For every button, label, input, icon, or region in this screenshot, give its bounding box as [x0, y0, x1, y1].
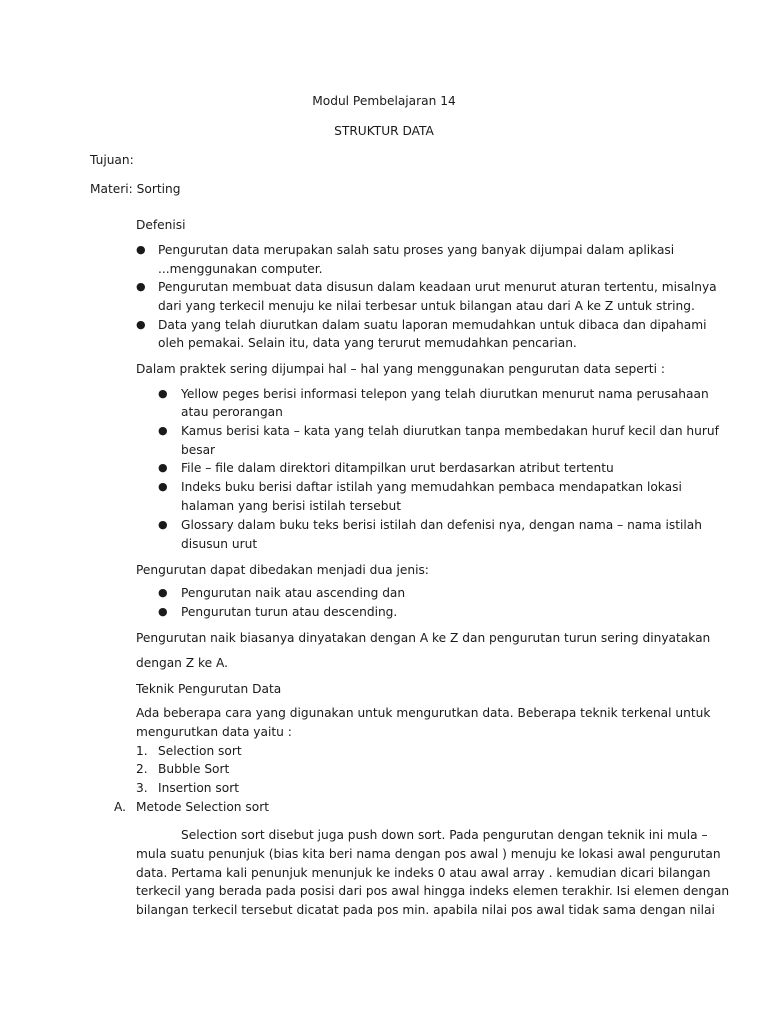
bullet-icon: ● — [158, 387, 168, 400]
module-title: Modul Pembelajaran 14 — [312, 94, 456, 108]
bullet-icon: ● — [158, 518, 168, 531]
types-note-line2: dengan Z ke A. — [136, 656, 228, 670]
types-intro: Pengurutan dapat dibedakan menjadi dua jenis: — [136, 563, 429, 577]
section-title: Metode Selection sort — [136, 800, 269, 814]
techniques-intro-line1: Ada beberapa cara yang digunakan untuk mengurutkan data. Beberapa teknik terkenal untuk — [136, 706, 711, 720]
bullet-icon: ● — [158, 480, 168, 493]
material-label: Materi: Sorting — [90, 182, 181, 196]
bullet-icon: ● — [136, 318, 146, 331]
section-label: A. — [114, 800, 126, 814]
list-number: 2. — [136, 762, 148, 776]
bullet-icon: ● — [158, 586, 168, 599]
list-number: 3. — [136, 781, 148, 795]
bullet-icon: ● — [136, 243, 146, 256]
goal-label: Tujuan: — [90, 153, 134, 167]
techniques-heading: Teknik Pengurutan Data — [136, 682, 282, 696]
bullet-icon: ● — [158, 461, 168, 474]
techniques-intro-line2: mengurutkan data yaitu : — [136, 725, 292, 739]
definition-heading: Defenisi — [136, 218, 186, 232]
bullet-icon: ● — [136, 280, 146, 293]
subject-title: STRUKTUR DATA — [334, 124, 434, 138]
document-page: Modul Pembelajaran 14 STRUKTUR DATA Tujuan: Materi: Sorting Defenisi ● Pengurutan data merupakan salah satu proses yang banyak dijumpai dalam aplikasi ...menggunakan computer. ● Pengurutan membuat data disusun dalam keadaan urut menurut aturan tertentu, misalnya dari yang terkecil menuju ke nilai terbesar untuk bilangan atau dari A ke Z untuk string. ● Data yang telah diurutkan dalam suatu laporan memudahkan untuk dibaca dan dipahami oleh pemakai. Selain itu, data yang terurut memudahkan pencarian. Dalam praktek sering dijumpai hal – hal yang menggunakan pengurutan data seperti : ● Yellow peges berisi informasi telepon yang telah diurutkan menurut nama perusahaan atau perorangan ● Kamus berisi kata – kata yang telah diurutkan tanpa membedakan huruf kecil dan huruf besar ● File – file dalam direktori ditampilkan urut berdasarkan atribut tertentu ● Indeks buku berisi daftar istilah yang memudahkan pembaca mendapatkan lokasi halaman yang berisi istilah tersebut ● Glossary dalam buku teks berisi istilah dan defenisi nya, dengan nama – nama istilah disusun urut Pengurutan dapat dibedakan menjadi dua jenis: ● Pengurutan naik atau ascending dan ● Pengurutan turun atau descending. Pengurutan naik biasanya dinyatakan dengan A ke Z dan pengurutan turun sering dinyatakan dengan Z ke A. Teknik Pengurutan Data Ada beberapa cara yang digunakan untuk mengurutkan data. Beberapa teknik terkenal untuk mengurutkan data yaitu : 1. Selection sort 2. Bubble Sort 3. Insertion sort A. Metode Selection sort Selection sort disebut juga push down sort. Pada pengurutan dengan teknik ini mula – mula suatu penunjuk (bias kita beri nama dengan pos awal ) menuju ke lokasi awal pengurutan data. Pertama kali penunjuk menunjuk ke indeks 0 atau awal array . kemudian dicari bilangan terkecil yang berada pada posisi dari pos awal hingga indeks elemen terakhir. Isi elemen dengan bilangan terkecil tersebut dicatat pada pos min. apabila nilai pos awal tidak sama dengan nilai — [0, 0, 768, 1024]
list-number: 1. — [136, 744, 148, 758]
bullet-icon: ● — [158, 605, 168, 618]
types-note-line1: Pengurutan naik biasanya dinyatakan dengan A ke Z dan pengurutan turun sering dinyatakan — [136, 631, 711, 645]
bullet-icon: ● — [158, 424, 168, 437]
practice-intro: Dalam praktek sering dijumpai hal – hal yang menggunakan pengurutan data seperti : — [136, 362, 665, 376]
